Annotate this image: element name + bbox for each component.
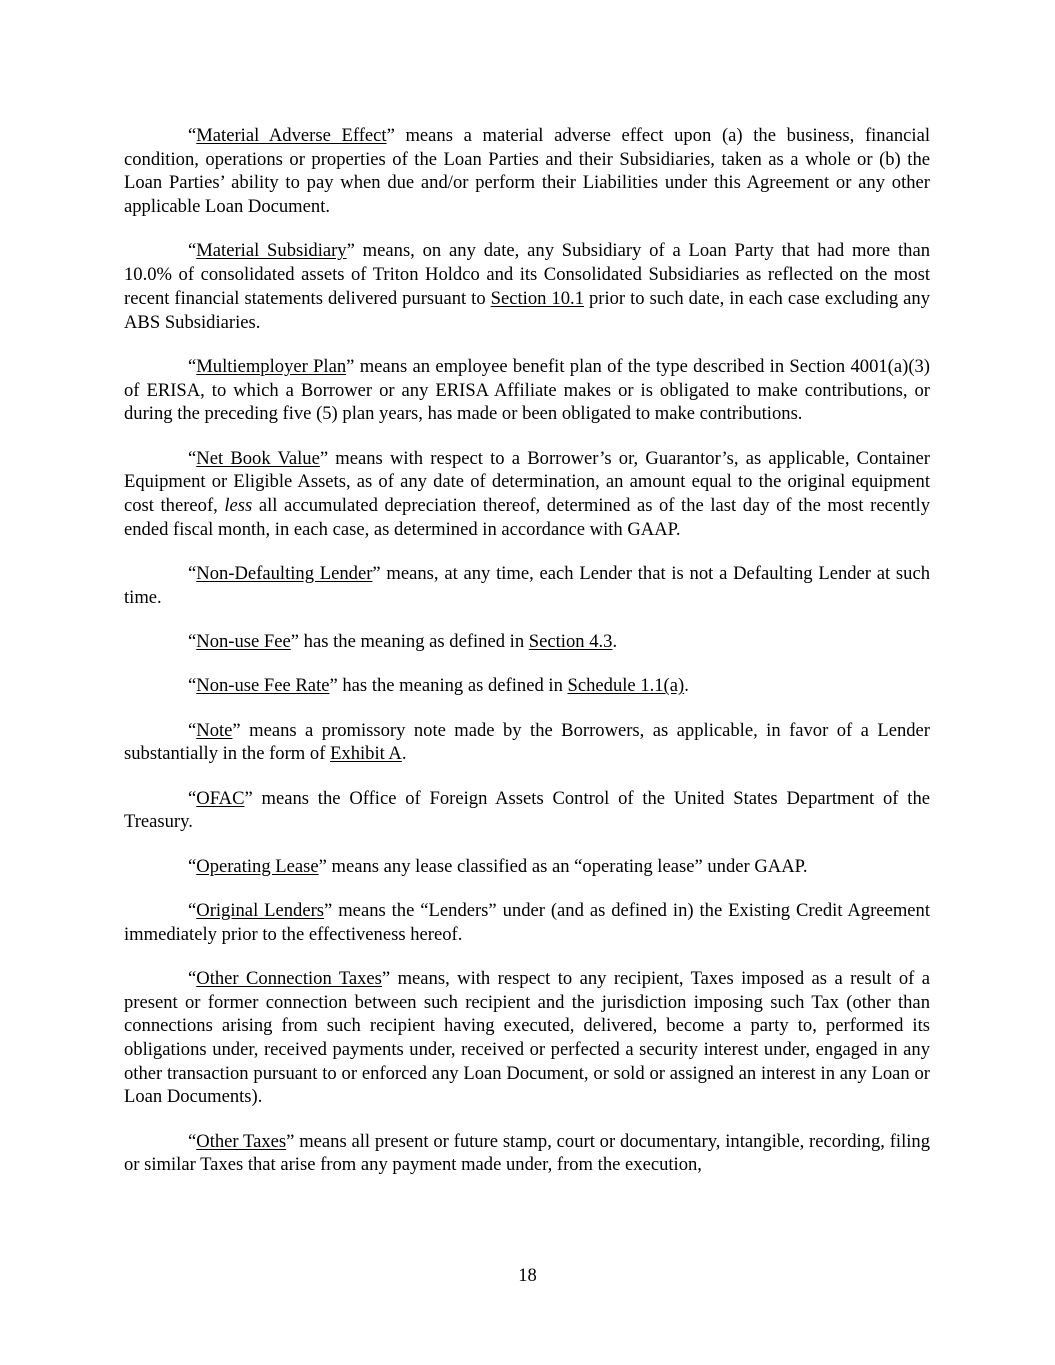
defined-term: Material Adverse Effect (196, 125, 387, 146)
section-reference: Section 10.1 (490, 287, 584, 309)
definition-text: ” has the meaning as defined in (290, 630, 529, 652)
defined-term: Non-use Fee Rate (196, 675, 330, 697)
page-body (124, 124, 930, 1198)
defined-term: Other Taxes (196, 1130, 287, 1152)
page-number: 18 (518, 1265, 537, 1286)
defined-term: Net Book Value (196, 447, 320, 469)
definition-text: ” means a material adverse effect upon (a) the business, financial condition, operations or properties of the Loan Parties and their Subsidiaries, taken as a whole or (b) the Loan Parties’ ability to pay when due and/or perform their Liabilities under this Agreement or any other applicable Loan Document. (124, 125, 930, 218)
defined-term: Material Subsidiary (196, 240, 347, 262)
definition-text: ” means an employee benefit plan of the type described in Section 4001(a)(3) of ERISA, to which a Borrower or any ERISA Affiliate makes or is obligated to make contributions, or during the preceding five (5) plan years, has made or been obligated to make contributions. (124, 355, 930, 425)
definition-text: ” means the “Lenders” under (and as defined in) the Existing Credit Agreement immediately prior to the effectiveness hereof. (124, 899, 930, 945)
definition-text: ” means a promissory note made by the Borrowers, as applicable, in favor of a Lender substantially in the form of (124, 719, 930, 765)
definition-text: ” means, with respect to any recipient, Taxes imposed as a result of a present or former connection between such recipient and the jurisdiction imposing such Tax (other than connections arising from such recipient having executed, delivered, become a party to, performed its obligations under, received payments under, received or perfected a security interest under, engaged in any other transaction pursuant to or enforced any Loan Document, or sold or assigned an interest in any Loan or Loan Documents). (124, 967, 930, 1108)
definition-text: ” means, at any time, each Lender that is not a Defaulting Lender at such time. (124, 562, 930, 608)
definition-multiemployer-plan: “Multiemployer Plan” means an employee benefit plan of the type described in Section 4001(a)(3) of ERISA, to which a Borrower or any ERISA Affiliate makes or is obligated to make contributions, or during the preceding five (5) plan years, has made or been obligated to make contributions. (124, 355, 930, 425)
definition-text: prior to such date, in each case excluding any ABS Subsidiaries. (124, 287, 930, 333)
definition-text: ” means the Office of Foreign Assets Control of the United States Department of the Treasury. (124, 787, 930, 833)
definition-other-taxes: “Other Taxes” means all present or future stamp, court or documentary, intangible, recording, filing or similar Taxes that arise from any payment made under, from the execution, (124, 1130, 930, 1176)
defined-term: Non-Defaulting Lender (196, 562, 373, 584)
emphasis-text: less (224, 494, 253, 516)
definition-non-defaulting-lender: “Non-Defaulting Lender” means, at any time, each Lender that is not a Defaulting Lender at such time. (124, 562, 930, 608)
defined-term: Original Lenders (196, 899, 325, 921)
definition-material-adverse-effect: “Material Adverse Effect” means a material adverse effect upon (a) the business, financial condition, operations or properties of the Loan Parties and their Subsidiaries, taken as a whole or (b) the Loan Parties’ ability to pay when due and/or perform their Liabilities under this Agreement or any other applicable Loan Document. (124, 125, 930, 218)
definition-non-use-fee-rate: “Non-use Fee Rate” has the meaning as defined in Schedule 1.1(a). (188, 675, 689, 697)
definition-text: . (612, 630, 618, 652)
definition-note: “Note” means a promissory note made by the Borrowers, as applicable, in favor of a Lender substantially in the form of Exhibit A. (124, 719, 930, 765)
exhibit-reference: Exhibit A (330, 743, 402, 765)
defined-term: OFAC (196, 787, 245, 809)
definition-material-subsidiary: “Material Subsidiary” means, on any date, any Subsidiary of a Loan Party that had more than 10.0% of consolidated assets of Triton Holdco and its Consolidated Subsidiaries as reflected on the most recent financial statements delivered pursuant to Section 10.1 prior to such date, in each case excluding any ABS Subsidiaries. (124, 240, 930, 333)
definition-non-use-fee: “Non-use Fee” has the meaning as defined in Section 4.3. (188, 630, 618, 652)
definition-operating-lease: “Operating Lease” means any lease classified as an “operating lease” under GAAP. (188, 855, 808, 877)
defined-term: Operating Lease (196, 855, 319, 877)
definition-other-connection-taxes: “Other Connection Taxes” means, with respect to any recipient, Taxes imposed as a result of a present or former connection between such recipient and the jurisdiction imposing such Tax (other than connections arising from such recipient having executed, delivered, become a party to, performed its obligations under, received payments under, received or perfected a security interest under, engaged in any other transaction pursuant to or enforced any Loan Document, or sold or assigned an interest in any Loan or Loan Documents). (124, 967, 930, 1108)
defined-term: Non-use Fee (196, 630, 291, 652)
definition-net-book-value: “Net Book Value” means with respect to a Borrower’s or, Guarantor’s, as applicable, Container Equipment or Eligible Assets, as of any date of determination, an amount equal to the original equipment cost thereof, less all accumulated depreciation thereof, determined as of the last day of the most recently ended fiscal month, in each case, as determined in accordance with GAAP. (124, 447, 931, 540)
defined-term: Note (196, 719, 233, 741)
section-reference: Section 4.3 (528, 630, 613, 652)
definition-text: ” means any lease classified as an “operating lease” under GAAP. (318, 855, 808, 877)
definition-text: ” means all present or future stamp, court or documentary, intangible, recording, filing or similar Taxes that arise from any payment made under, from the execution, (124, 1130, 930, 1176)
defined-term: Other Connection Taxes (196, 967, 382, 989)
definition-text: ” has the meaning as defined in (329, 675, 568, 697)
schedule-reference: Schedule 1.1(a) (567, 675, 685, 697)
definition-ofac: “OFAC” means the Office of Foreign Assets Control of the United States Department of the Treasury. (124, 787, 930, 833)
definition-original-lenders: “Original Lenders” means the “Lenders” under (and as defined in) the Existing Credit Agreement immediately prior to the effectiveness hereof. (124, 899, 930, 945)
defined-term: Multiemployer Plan (196, 355, 347, 377)
definition-text: ” means with respect to a Borrower’s or, Guarantor’s, as applicable, Container Equipment or Eligible Assets, as of any date of determination, an amount equal to the original equipment cost thereof, (124, 447, 930, 516)
definition-text: . (401, 743, 407, 765)
definition-text: . (684, 675, 689, 697)
definition-text: ” means, on any date, any Subsidiary of a Loan Party that had more than 10.0% of consolidated assets of Triton Holdco and its Consolidated Subsidiaries as reflected on the most recent financial statements delivered pursuant to (124, 240, 930, 309)
definition-text: all accumulated depreciation thereof, determined as of the last day of the most recently ended fiscal month, in each case, as determined in accordance with GAAP. (124, 494, 931, 540)
